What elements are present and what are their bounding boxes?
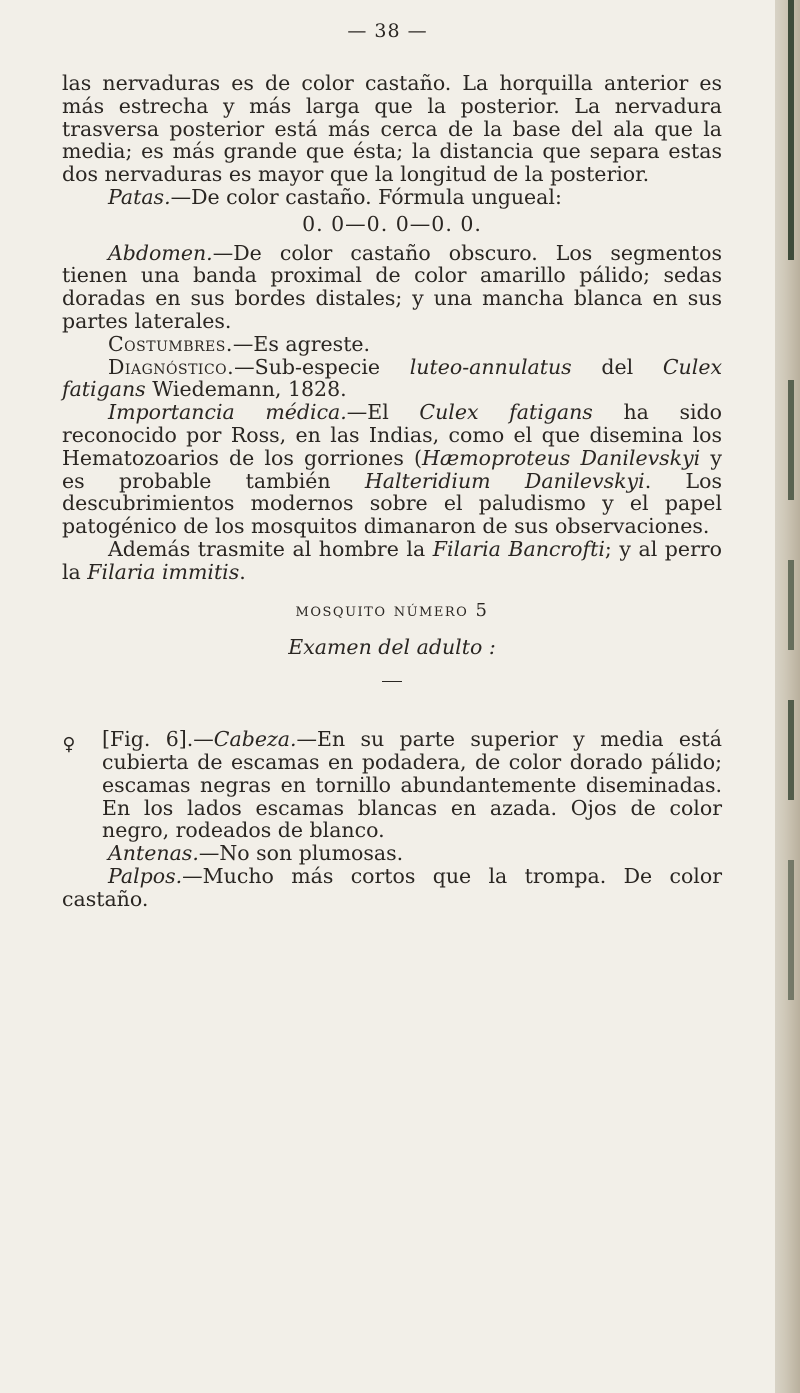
section-subheading — [62, 636, 722, 659]
diagnostico-label: Diagnóstico. — [108, 354, 235, 379]
haemoproteus-name: Hæmoproteus Danilevskyi — [422, 445, 701, 470]
female-symbol: ♀ — [62, 734, 76, 756]
edge-stripe — [788, 700, 794, 800]
importancia-text-2: ha sido reconocido por Ross, en las Indias, como el que disemina los Hematozoarios de los gorriones ( — [62, 400, 723, 470]
paragraph-abdomen — [62, 242, 722, 333]
edge-stripe — [788, 560, 794, 650]
paragraph-cabeza: [Fig. 6].—Cabeza.—En su parte superior y media está cubierta de escamas en podadera, de color dorado pálido; escamas negras en tornillo abundantemente diseminadas. En los lados escamas blancas en azada. Ojos de color negro, rodeados de blanco. — [102, 727, 722, 843]
halteridium-name: Halteridium Danilevskyi — [364, 468, 645, 493]
edge-stripe — [788, 380, 794, 500]
paragraph-diagnostico — [62, 356, 722, 402]
cabeza-text: —En su parte superior y media está cubierta de escamas en podadera, de color dorado pálido; escamas negras en tornillo abundantemente diseminadas. En los lados escamas blancas en azada. Ojos de color negro, rodeados de blanco. — [102, 727, 722, 843]
patas-label: Patas. — [108, 184, 171, 209]
main-text — [62, 72, 722, 911]
species-name: luteo-annulatus — [409, 354, 572, 379]
paragraph-importancia — [62, 401, 722, 538]
antenas-text: —No son plumosas. — [198, 841, 404, 866]
paragraph-patas — [62, 186, 722, 209]
filaria-bancrofti: Filaria Bancrofti — [432, 536, 605, 561]
paragraph-wings: las nervaduras es de color castaño. La horquilla anterior es más estrecha y más larga que la posterior. La nervadura trasversa posterior está más cerca de la base del ala que la media; es más grande que ésta; la distancia que separa estas dos nervaduras es mayor que la longitud de la posterior. — [62, 71, 722, 187]
edge-stripe — [788, 860, 794, 1000]
page-number: — 38 — — [347, 20, 428, 42]
ademas-text-2: ; y al perro la — [62, 536, 723, 584]
ungueal-formula: 0. 0—0. 0—0. 0. — [302, 211, 482, 236]
page-edge — [775, 0, 800, 1393]
costumbres-label: Costumbres. — [108, 331, 233, 356]
palpos-label: Palpos. — [108, 863, 183, 888]
paragraph-antenas — [62, 842, 722, 865]
ademas-text-1: Además trasmite al hombre la — [108, 536, 433, 561]
paragraph-costumbres — [62, 333, 722, 356]
adult-description — [62, 728, 722, 910]
importancia-text-4: . Los descubrimientos modernos sobre el paludismo y el papel patogénico de los mosquitos dimanaron de sus observaciones. — [62, 468, 722, 539]
palpos-text: —Mucho más cortos que la trompa. De color castaño. — [62, 863, 722, 911]
importancia-text-1: —El — [346, 400, 420, 425]
section-heading: mosquito número 5 — [295, 599, 489, 621]
abdomen-text: —De color castaño obscuro. Los segmentos tienen una banda proximal de color amarillo pálido; sedas doradas en sus bordes distales; y una mancha blanca en sus partes laterales. — [62, 240, 722, 333]
antenas-label: Antenas. — [108, 841, 199, 866]
diagnostico-text-2: del — [571, 354, 663, 379]
edge-stripe — [788, 0, 794, 260]
culex-name: Culex fatigans — [62, 354, 723, 402]
importancia-text-3: y es probable también — [62, 445, 723, 493]
abdomen-label: Abdomen. — [108, 240, 213, 265]
cabeza-label: Cabeza. — [213, 727, 297, 752]
paragraph-ademas — [62, 538, 722, 584]
patas-text: —De color castaño. Fórmula ungueal: — [170, 184, 562, 209]
subheading-text: Examen del adulto : — [288, 635, 496, 660]
diagnostico-text-3: Wiedemann, 1828. — [145, 377, 347, 402]
paragraph-palpos — [62, 865, 722, 911]
diagnostico-text-1: —Sub-especie — [234, 354, 410, 379]
fig-label: [Fig. 6]. — [102, 727, 194, 752]
costumbres-text: —Es agreste. — [232, 331, 371, 356]
ademas-text-3: . — [239, 559, 246, 584]
importancia-label: Importancia médica. — [108, 400, 347, 425]
culex-name: Culex fatigans — [419, 400, 593, 425]
filaria-immitis: Filaria immitis — [87, 559, 240, 584]
